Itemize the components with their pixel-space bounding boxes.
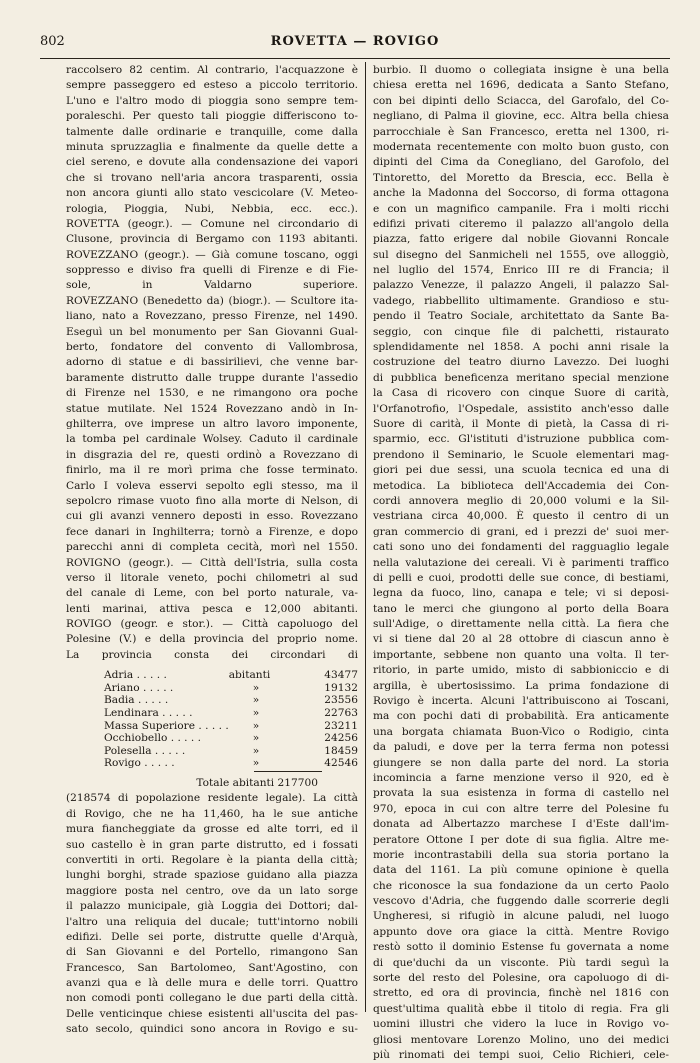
table-row: [104, 732, 358, 745]
text-line: anche la Madonna del Soccorso, di forma ottagona: [373, 187, 669, 200]
district-population: 23556: [324, 694, 358, 707]
text-line: l'altro una reliquia del ducale; tutt'intorno nobili: [66, 915, 358, 928]
text-line: la Casa di ricovero con cinque Suore di carità,: [373, 387, 669, 400]
text-line: negliano, di Palma il giovine, ecc. Altra bella chiesa: [373, 110, 669, 123]
district-name: Occhiobello . . . . .: [104, 732, 202, 745]
text-line: ROVEZZANO (Benedetto da) (biogr.). — Scultore ita-: [66, 294, 358, 307]
district-population: 43477: [324, 669, 358, 682]
text-line: ROVIGNO (geogr.). — Città dell'Istria, sulla costa: [66, 556, 358, 569]
text-line: e con un magnifico campanile. Fra i molti ricchi: [373, 202, 669, 215]
text-line: avanzi qua e là delle mura e delle torri. Quattro: [66, 977, 358, 990]
text-line: ROVETTA (geogr.). — Comune nel circondario di: [66, 217, 358, 230]
text-line: sull'Adige, o direttamente nella città. La fiera che: [373, 618, 669, 631]
total-label: Totale abitanti: [196, 776, 275, 789]
unit-cell: »: [252, 744, 260, 757]
total-value: 217700: [277, 776, 318, 789]
text-line: finirlo, ma il re morì prima che fosse terminato.: [66, 464, 358, 477]
text-line: fece danari in Inghilterra; tornò a Firenze, e dopo: [66, 525, 358, 538]
text-line: costruzione del teatro diurno Lavezzo. Dei luoghi: [373, 356, 669, 369]
text-line: Delle venticinque chiese esistenti all'uscita del pas-: [66, 1007, 358, 1020]
text-line: stretto, ed ora di provincia, finchè nel 1816 con: [373, 987, 669, 1000]
district-population: 24256: [324, 732, 358, 745]
text-line: rologia, Pioggia, Nubi, Nebbia, ecc. ecc.).: [66, 202, 358, 215]
text-line: di pubblica beneficenza meritano special menzione: [373, 371, 669, 384]
district-name: Massa Superiore . . . . .: [104, 719, 229, 732]
text-line: di Firenze nel 1530, e ne rimangono ora poche: [66, 387, 358, 400]
unit-cell: »: [252, 707, 260, 720]
text-line: adorno di statue e di bassirilievi, che venne bar-: [66, 356, 358, 369]
district-name: Rovigo . . . . .: [104, 757, 175, 770]
text-line: Francesco, San Bartolomeo, Sant'Agostino, con: [66, 961, 358, 974]
text-line: splendidamente nel 1858. A pochi anni risale la: [373, 341, 669, 354]
text-line: morie incontrastabili della sua storia portano la: [373, 848, 669, 861]
text-line: palazzo Venezze, il palazzo Angeli, il palazzo Sal-: [373, 279, 669, 292]
text-line: parrocchiale è San Francesco, eretta nel 1300, ri-: [373, 125, 669, 138]
text-line: La provincia consta dei circondari di: [66, 648, 358, 661]
unit-cell: »: [252, 732, 260, 745]
text-line: Eseguì un bel monumento per San Giovanni Gual-: [66, 325, 358, 338]
text-line: donata ad Albertazzo marchese I d'Este dall'im-: [373, 818, 669, 831]
text-line: Clusone, provincia di Bergamo con 1193 abitanti.: [66, 233, 358, 246]
text-line: incomincia a farne menzione verso il 920, ed è: [373, 771, 669, 784]
text-line: con bei dipinti dello Sciacca, del Garofalo, del Co-: [373, 94, 669, 107]
table-row: [104, 745, 358, 758]
text-line: giori pei due sessi, una scuola tecnica ed una di: [373, 464, 669, 477]
text-line: poraleschi. Per questo tali pioggie differiscono to-: [66, 110, 358, 123]
district-population: 19132: [324, 681, 358, 694]
text-line: l'Orfanotrofio, l'Ospedale, assistito anch'esso dalle: [373, 402, 669, 415]
district-name: Adria . . . . .: [104, 669, 167, 682]
text-line: Carlo I voleva esservi sepolto egli stesso, ma il: [66, 479, 358, 492]
text-line: sepolcro rimase vuoto fino alla morte di Nelson, di: [66, 494, 358, 507]
text-line: che riconosce la sua fondazione da un certo Paolo: [373, 879, 669, 892]
text-line: restò sotto il dominio Estense fu governata a nome: [373, 941, 669, 954]
text-line: 970, epoca in cui con altre terre del Polesine fu: [373, 802, 669, 815]
unit-cell: »: [252, 681, 260, 694]
text-line: ghilterra, ove imprese un altro lavoro imponente,: [66, 417, 358, 430]
text-line: vadego, riabbellito ultimamente. Grandioso e stu-: [373, 294, 669, 307]
page-number: 802: [40, 34, 65, 49]
unit-cell: »: [252, 757, 260, 770]
header-rule: [40, 58, 670, 59]
text-line: Tintoretto, del Moretto da Brescia, ecc. Bella è: [373, 171, 669, 184]
district-population: 23211: [324, 719, 358, 732]
table-row: [104, 757, 358, 770]
text-line: sole, in Valdarno superiore.: [66, 279, 358, 292]
text-line: che si trovano nell'aria ancora trasparenti, ossia: [66, 171, 358, 184]
table-row: [104, 707, 358, 720]
district-name: Badia . . . . .: [104, 694, 169, 707]
text-line: edifizi privati citeremo il palazzo all'angolo della: [373, 217, 669, 230]
text-line: nel luglio del 1574, Enrico III re di Francia; il: [373, 264, 669, 277]
text-line: in disgrazia del re, questi ordinò a Rovezzano di: [66, 448, 358, 461]
text-line: lunghi borghi, strade spaziose guidano alla piazza: [66, 869, 358, 882]
table-row: [104, 682, 358, 695]
text-line: (218574 di popolazione residente legale). La città: [66, 792, 358, 805]
table-row: [104, 694, 358, 707]
population-table: [104, 669, 358, 770]
text-line: appunto dove ora giace la città. Mentre Rovigo: [373, 925, 669, 938]
text-line: Ungheresi, si rifugiò in alcune paludi, nel luogo: [373, 910, 669, 923]
district-population: 18459: [324, 744, 358, 757]
text-line: soppresso e diviso fra quelli di Firenze e di Fie-: [66, 264, 358, 277]
district-population: 22763: [324, 707, 358, 720]
text-line: ritorio, in parte umido, misto di sabbioniccio e di: [373, 664, 669, 677]
text-line: data del 1161. La più comune opinione è quella: [373, 864, 669, 877]
unit-cell: »: [252, 719, 260, 732]
text-line: più rinomati dei tempi suoi, Celio Richieri, cele-: [373, 1049, 669, 1061]
text-line: la tomba pel cardinale Wolsey. Caduto il cardinale: [66, 433, 358, 446]
right-column: [373, 63, 669, 1063]
text-line: edifizi. Delle sei porte, distrutte quelle d'Arquà,: [66, 930, 358, 943]
text-line: vestriana circa 40,000. È questo il centro di un: [373, 510, 669, 523]
text-line: giungere se non dalla parte del nord. La storia: [373, 756, 669, 769]
text-line: ROVIGO (geogr. e stor.). — Città capoluogo del: [66, 618, 358, 631]
text-line: verso il litorale veneto, pochi chilometri al sud: [66, 571, 358, 584]
text-line: raccolsero 82 centim. Al contrario, l'acquazzone è: [66, 64, 358, 76]
text-line: argilla, è ubertosissimo. La prima fondazione di: [373, 679, 669, 692]
unit-cell: »: [252, 694, 260, 707]
district-name: Ariano . . . . .: [104, 681, 174, 694]
text-line: cui gli avanzi vennero deposti in esso. Rovezzano: [66, 510, 358, 523]
text-line: burbio. Il duomo o collegiata insigne è una bella: [373, 64, 669, 76]
population-total: [66, 776, 358, 791]
table-row: [104, 720, 358, 733]
text-line: cati sono uno dei fondamenti del ragguaglio legale: [373, 541, 669, 554]
text-line: non comodi ponti collegano le due parti della città.: [66, 992, 358, 1005]
text-line: suo castello è in gran parte distrutto, ed i fossati: [66, 838, 358, 851]
running-header: [40, 34, 670, 54]
right-text-block: [373, 63, 669, 1063]
left-column: [66, 63, 358, 1038]
text-line: una borgata chiamata Buon-Vico o Rodigio, cinta: [373, 725, 669, 738]
text-line: pendo il Teatro Sociale, architettato da Sante Ba-: [373, 310, 669, 323]
text-line: modernata recentemente con molto buon gusto, con: [373, 140, 669, 153]
text-line: da paludi, e dove per la terra ferma non potessi: [373, 741, 669, 754]
district-population: 42546: [324, 757, 358, 770]
text-line: dipinti del Cima da Conegliano, del Garofolo, del: [373, 156, 669, 169]
text-line: Rovigo è incerta. Alcuni l'attribuiscono ai Toscani,: [373, 695, 669, 708]
district-name: Lendinara . . . . .: [104, 707, 193, 720]
text-line: chiesa eretta nel 1696, dedicata a Santo Stefano,: [373, 79, 669, 92]
text-line: Polesine (V.) e della provincia del proprio nome.: [66, 633, 358, 646]
table-row: [104, 669, 358, 682]
text-line: peratore Ottone I per dote di sua figlia. Altre me-: [373, 833, 669, 846]
text-line: vi si tiene dal 20 al 28 ottobre di ciascun anno è: [373, 633, 669, 646]
text-line: sorte del resto del Polesine, ora capoluogo di di-: [373, 972, 669, 985]
text-line: provata la sua esistenza in forma di castello nel: [373, 787, 669, 800]
text-line: di pelli e cuoi, prodotti delle sue conce, di bestiami,: [373, 571, 669, 584]
text-line: ROVEZZANO (geogr.). — Già comune toscano, oggi: [66, 248, 358, 261]
text-line: cordi annovera meglio di 20,000 volumi e la Sil-: [373, 494, 669, 507]
text-line: quest'ultima qualità ebbe il titolo di regia. Fra gli: [373, 1002, 669, 1015]
text-line: liano, nato a Rovezzano, presso Firenze, nel 1490.: [66, 310, 358, 323]
text-line: sparmio, ecc. Gl'istituti d'istruzione pubblica com-: [373, 433, 669, 446]
total-rule: [254, 771, 322, 772]
text-line: legna da fuoco, lino, canapa e tele; vi si deposi-: [373, 587, 669, 600]
text-line: nella valutazione dei cereali. Vi è parimenti traffico: [373, 556, 669, 569]
text-line: lenti marinai, attiva pesca e 12,000 abitanti.: [66, 602, 358, 615]
text-line: parecchi anni di completa cecità, morì nel 1550.: [66, 541, 358, 554]
text-line: sul disegno del Sanmicheli nel 1555, ove alloggiò,: [373, 248, 669, 261]
text-line: Suore di carità, il Monte di pietà, la Cassa di ri-: [373, 417, 669, 430]
text-line: di Rovigo, che ne ha 11,460, ha le sue antiche: [66, 807, 358, 820]
text-line: importante, sebbene non quanto una volta. Il ter-: [373, 648, 669, 661]
text-line: minuta spruzzaglia e finalmente da quelle dette a: [66, 140, 358, 153]
district-name: Polesella . . . . .: [104, 744, 186, 757]
text-line: gliosi mentovare Lorenzo Molino, uno dei medici: [373, 1033, 669, 1046]
text-line: baramente distrutto dalle truppe durante l'assedio: [66, 371, 358, 384]
text-line: L'uno e l'altro modo di pioggia sono sempre tem-: [66, 94, 358, 107]
text-line: berto, fondatore del convento di Vallombrosa,: [66, 341, 358, 354]
text-line: di que'duchi da un visconte. Più tardi seguì la: [373, 956, 669, 969]
text-line: convertiti in orti. Regolare è la pianta della città;: [66, 853, 358, 866]
column-divider: [365, 62, 366, 1012]
text-line: ma con pochi dati di probabilità. Era anticamente: [373, 710, 669, 723]
text-line: mura fiancheggiate da grosse ed alte torri, ed il: [66, 823, 358, 836]
text-line: il palazzo municipale, già Loggia dei Dottori; dal-: [66, 900, 358, 913]
text-line: ciel sereno, e dovute alla condensazione dei vapori: [66, 156, 358, 169]
text-line: non ancora giunti allo stato vescicolare (V. Meteo-: [66, 187, 358, 200]
text-line: seggio, con cinque file di palchetti, ristaurato: [373, 325, 669, 338]
left-text-block-a: [66, 63, 358, 663]
running-head-title: ROVETTA — ROVIGO: [270, 34, 440, 49]
text-line: talmente dalle ordinarie e tranquille, come dalla: [66, 125, 358, 138]
text-line: uomini illustri che videro la luce in Rovigo vo-: [373, 1018, 669, 1031]
text-line: tano le merci che giungono al porto della Boara: [373, 602, 669, 615]
text-line: prendono il Seminario, le Scuole elementari mag-: [373, 448, 669, 461]
text-line: statue mutilate. Nel 1524 Rovezzano andò in In-: [66, 402, 358, 415]
unit-cell: abitanti: [228, 669, 271, 682]
text-line: vescovo d'Adria, che fuggendo dalle scorrerie degli: [373, 895, 669, 908]
text-line: metodica. La biblioteca dell'Accademia dei Con-: [373, 479, 669, 492]
text-line: di San Giovanni e del Portello, rimangono San: [66, 946, 358, 959]
left-text-block-b: [66, 791, 358, 1037]
text-line: sempre passeggero ed esteso a piccolo territorio.: [66, 79, 358, 92]
text-line: maggiore posta nel centro, ove da un lato sorge: [66, 884, 358, 897]
text-line: del canale di Leme, con bel porto naturale, va-: [66, 587, 358, 600]
text-line: piazza, fatto erigere dal nobile Giovanni Roncale: [373, 233, 669, 246]
text-line: sato secolo, quindici sono ancora in Rovigo e su-: [66, 1023, 358, 1036]
text-line: gran commercio di grani, ed i prezzi de' suoi mer-: [373, 525, 669, 538]
